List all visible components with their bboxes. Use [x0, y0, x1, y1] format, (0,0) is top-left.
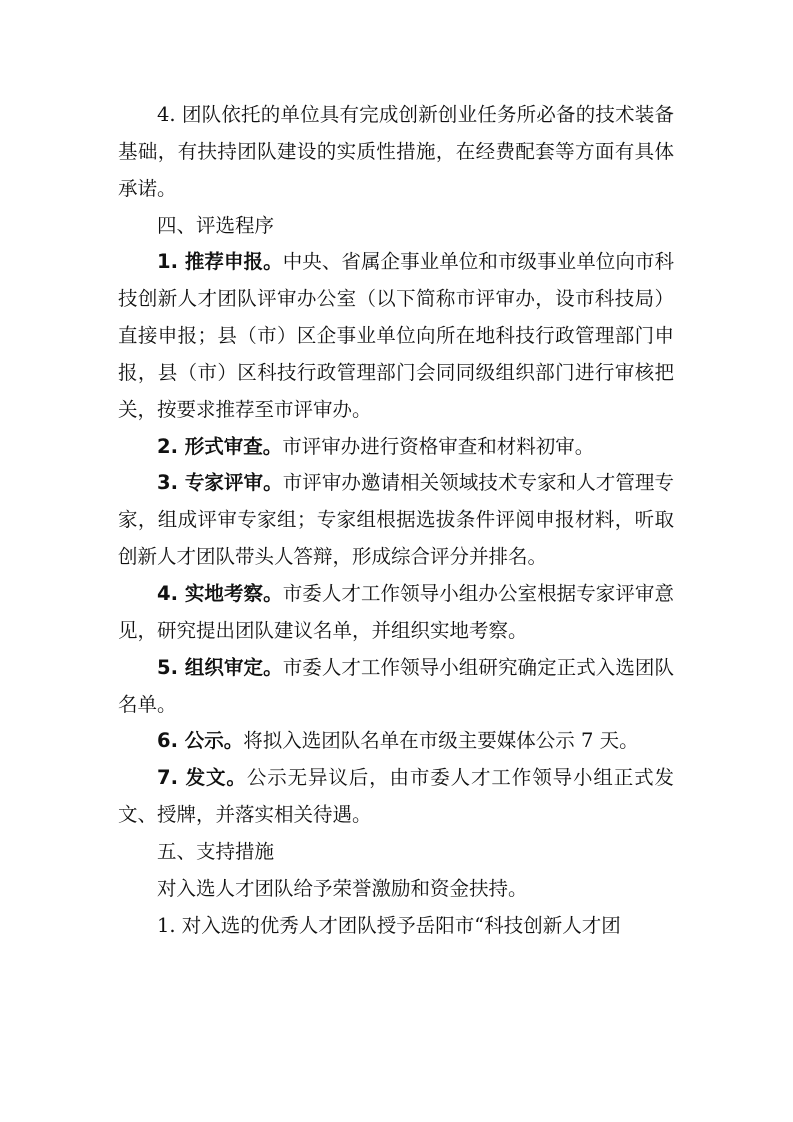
- paragraph-team-conditions: [118, 97, 674, 208]
- section-heading-selection-procedure: [118, 208, 674, 245]
- paragraph-expert-review: [118, 465, 674, 576]
- paragraph-organization-approval: [118, 650, 674, 724]
- paragraph-lead: 6. 公示。: [157, 729, 244, 753]
- paragraph-formal-review: [118, 429, 674, 466]
- paragraph-body: 市评审办邀请相关领域技术专家和人才管理专家，组成评审专家组；专家组根据选拔条件评阅申报材料，听取创新人才团队带头人答辩，形成综合评分并排名。: [118, 471, 674, 569]
- paragraph-lead: 1. 推荐申报。: [157, 250, 283, 274]
- paragraph-recommendation: [118, 244, 674, 428]
- heading-text: 四、评选程序: [157, 213, 275, 237]
- paragraph-body: 1. 对入选的优秀人才团队授予岳阳市“科技创新人才团: [157, 913, 621, 937]
- paragraph-public-notice: [118, 723, 674, 760]
- document-body: [118, 97, 674, 944]
- paragraph-body: 市评审办进行资格审查和材料初审。: [282, 434, 595, 458]
- paragraph-body: 公示无异议后，由市委人才工作领导小组正式发文、授牌，并落实相关待遇。: [118, 766, 674, 827]
- paragraph-body: 对入选人才团队给予荣誉激励和资金扶持。: [157, 876, 528, 900]
- paragraph-lead: 3. 专家评审。: [157, 471, 283, 495]
- paragraph-honor-award: [118, 908, 674, 945]
- paragraph-body: 4. 团队依托的单位具有完成创新创业任务所必备的技术装备基础，有扶持团队建设的实质性措施，在经费配套等方面有具体承诺。: [118, 103, 674, 200]
- paragraph-site-inspection: [118, 576, 674, 650]
- paragraph-body: 中央、省属企事业单位和市级事业单位向市科技创新人才团队评审办公室（以下简称市评审办，设市科技局）直接申报；县（市）区企事业单位向所在地科技行政管理部门申报，县（市）区科技行政管理部门会同同级组织部门进行审核把关，按要求推荐至市评审办。: [118, 250, 674, 421]
- paragraph-support-intro: [118, 871, 674, 908]
- paragraph-body: 市委人才工作领导小组办公室根据专家评审意见，研究提出团队建议名单，并组织实地考察。: [118, 581, 674, 642]
- heading-text: 五、支持措施: [157, 839, 275, 863]
- paragraph-lead: 5. 组织审定。: [157, 655, 283, 679]
- paragraph-lead: 7. 发文。: [157, 766, 247, 790]
- paragraph-body: 将拟入选团队名单在市级主要媒体公示 7 天。: [243, 729, 639, 753]
- paragraph-issue-document: [118, 760, 674, 834]
- paragraph-lead: 4. 实地考察。: [157, 581, 283, 605]
- paragraph-body: 市委人才工作领导小组研究确定正式入选团队名单。: [118, 655, 674, 716]
- paragraph-lead: 2. 形式审查。: [157, 434, 283, 458]
- section-heading-support-measures: [118, 834, 674, 871]
